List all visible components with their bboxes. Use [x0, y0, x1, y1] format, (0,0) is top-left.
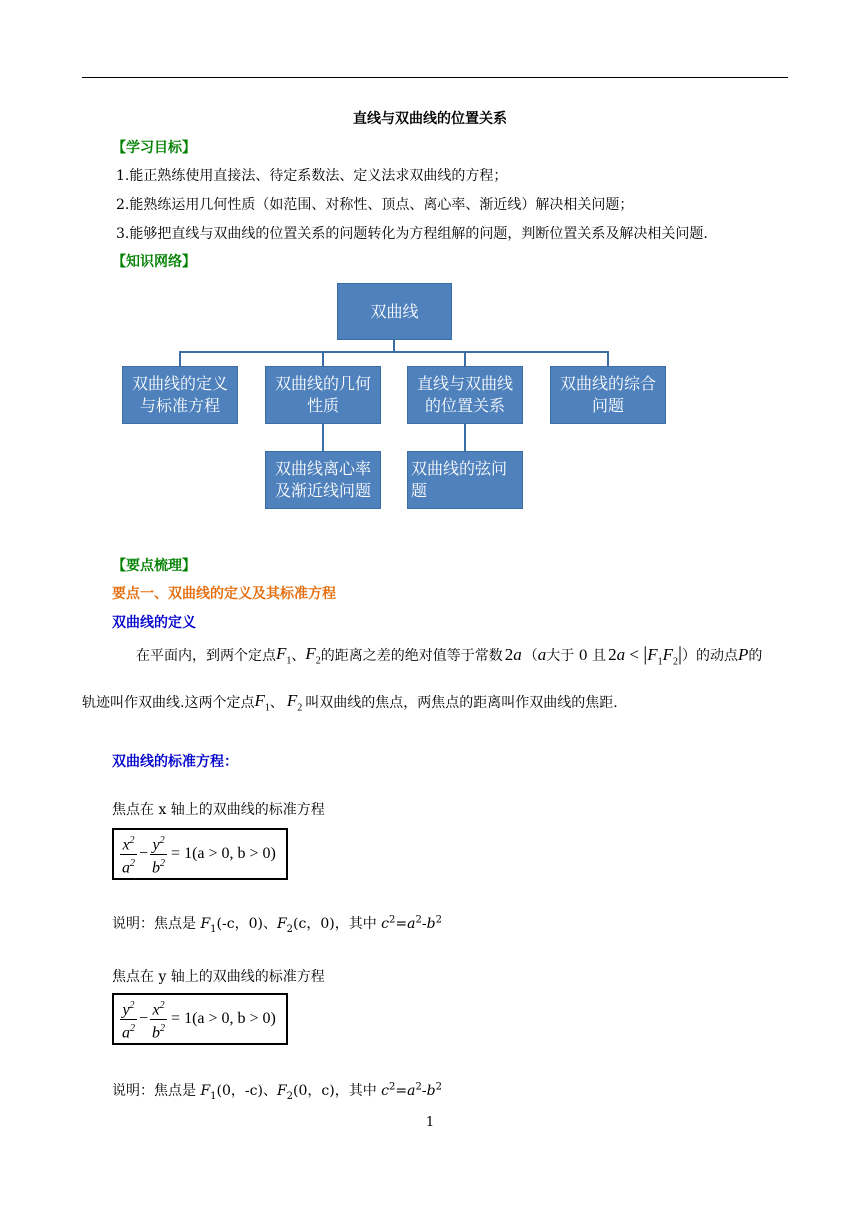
definition-text: 大于 0 且 [546, 648, 607, 664]
equation-box-y: $\frac{y^2}{a^2}$ − $\frac{x^2}{b^2}$ = 1(a > 0, b > 0) [112, 993, 288, 1045]
note-text: (-c，0)、 [216, 916, 277, 932]
definition-heading: 双曲线的定义 [112, 615, 196, 631]
note-text: (0，c)，其中 [293, 1083, 382, 1099]
section-network: 【知识网络】 [112, 254, 196, 270]
connector [179, 351, 181, 366]
header-rule [82, 77, 788, 78]
math-f1: $F_1$ [276, 643, 292, 667]
equation-box-x: $\frac{x^2}{a^2}$ − $\frac{y^2}{b^2}$ = 1(a > 0, b > 0) [112, 828, 288, 880]
definition-text: 的距离之差的绝对值等于常数 [320, 648, 503, 664]
note-text: 说明：焦点是 [112, 1083, 201, 1099]
equation-condition: 1(a > 0, b > 0) [184, 1010, 276, 1027]
x-axis-label: 焦点在 x 轴上的双曲线的标准方程 [112, 802, 325, 818]
standard-equation-heading: 双曲线的标准方程： [112, 754, 238, 770]
math-inequality: $2a < |F_1F_2|$ [608, 642, 682, 668]
point1-heading: 要点一、双曲线的定义及其标准方程 [112, 586, 336, 602]
definition-line-1 [136, 640, 762, 670]
connector [464, 424, 466, 451]
note-text: (c，0)，其中 [293, 916, 382, 932]
note-text: (0，-c)、 [216, 1083, 277, 1099]
definition-text: 的 [748, 648, 763, 664]
definition-text: 轨迹叫作双曲线.这两个定点 [82, 695, 255, 711]
goal-3: 3.能够把直线与双曲线的位置关系的问题转化为方程组解的问题，判断位置关系及解决相关问题. [116, 226, 708, 242]
page-number: 1 [425, 1115, 435, 1130]
math-f2: $F_2$ [305, 643, 321, 667]
definition-text: 、 [269, 695, 284, 711]
diagram-node-eccentricity: 双曲线离心率及渐近线问题 [265, 451, 381, 509]
definition-line-2 [82, 688, 618, 716]
math-p: P [738, 645, 749, 664]
definition-text: 、 [291, 648, 306, 664]
goal-2: 2.能熟练运用几何性质（如范围、对称性、顶点、离心率、渐近线）解决相关问题； [116, 197, 634, 213]
connector [322, 351, 324, 366]
x-axis-note: 说明：焦点是 $F_1(-c$，0)、$F_2(c$，0)，其中 $c^2=a^2-b^2$ [112, 914, 442, 935]
definition-text: 叫双曲线的焦点，两焦点的距离叫作双曲线的焦距. [305, 695, 618, 711]
math-a: a [537, 645, 547, 664]
definition-text: ）的动点 [682, 648, 738, 664]
fraction-x2-b2: $\frac{x^2}{b^2}$ [150, 997, 167, 1041]
y-axis-label: 焦点在 y 轴上的双曲线的标准方程 [112, 969, 325, 985]
section-goals: 【学习目标】 [112, 140, 196, 156]
y-axis-note: 说明：焦点是 $F_1(0$，-c)、$F_2(0$，c)，其中 $c^2=a^2-b^2$ [112, 1081, 442, 1102]
math-f2: $F_2$ [286, 690, 303, 714]
definition-text: （ [523, 648, 538, 664]
diagram-node-geometry: 双曲线的几何性质 [265, 366, 381, 424]
goal-1: 1.能正熟练使用直接法、待定系数法、定义法求双曲线的方程； [116, 168, 508, 184]
connector [179, 351, 609, 353]
fraction-y2-a2: $\frac{y^2}{a^2}$ [120, 997, 137, 1041]
fraction-x2-a2: $\frac{x^2}{a^2}$ [120, 832, 137, 876]
diagram-node-definition: 双曲线的定义与标准方程 [122, 366, 238, 424]
connector [607, 351, 609, 366]
section-points: 【要点梳理】 [112, 558, 196, 574]
note-text: 说明：焦点是 [112, 916, 201, 932]
definition-text: 在平面内，到两个定点 [136, 648, 276, 664]
page-title: 直线与双曲线的位置关系 [353, 111, 507, 127]
connector [322, 424, 324, 451]
diagram-root: 双曲线 [337, 283, 452, 340]
connector [464, 351, 466, 366]
math-2a: 2a [504, 645, 522, 664]
diagram-node-position: 直线与双曲线的位置关系 [407, 366, 523, 424]
fraction-y2-b2: $\frac{y^2}{b^2}$ [150, 832, 167, 876]
math-f1: $F_1$ [254, 690, 270, 714]
diagram-node-chord: 双曲线的弦问题 [407, 451, 523, 509]
equation-condition: 1(a > 0, b > 0) [184, 845, 276, 862]
diagram-node-comprehensive: 双曲线的综合问题 [550, 366, 666, 424]
